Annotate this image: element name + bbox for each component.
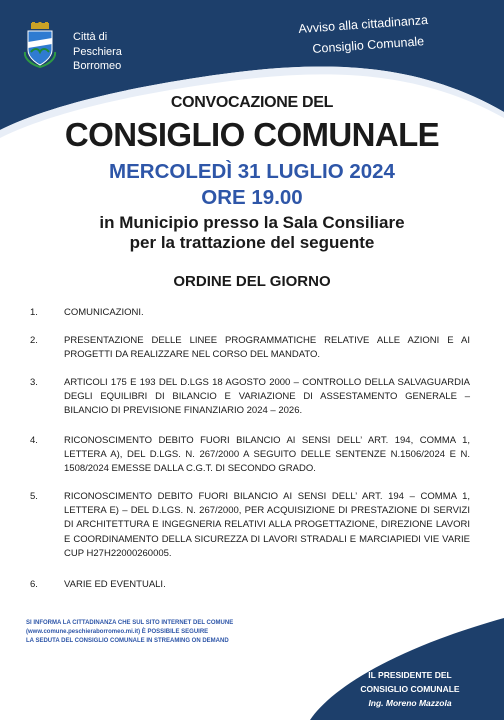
agenda-item-text: RICONOSCIMENTO DEBITO FUORI BILANCIO AI SENSI DELL’ ART. 194 – COMMA 1, LETTERA E) – DEL D.LGS. N. 267/2000, PER ACQUISIZIONE DI PRESTAZIONE DI SERVIZI DI ARCHITETTURA E INGEGNERIA RELATIVI ALLA PROGETTAZIONE, DIREZIONE LAVORI E COORDINAMENTO DELLA SICUREZZA DI LAVORI STRADALI E MARCIAPIEDI VIE VARIE CUP H27H22000260005. xyxy=(64,491,470,559)
agenda-item-number: 4. xyxy=(30,435,38,446)
streaming-note xyxy=(26,619,233,646)
notice-label-secondary: Consiglio Comunale xyxy=(312,34,425,56)
city-line: Peschiera xyxy=(73,45,122,58)
agenda-item-text: ARTICOLI 175 E 193 DEL D.LGS 18 AGOSTO 2000 – CONTROLLO DELLA SALVAGUARDIA DEGLI EQUILIBRI DI BILANCIO E VARIAZIONE DI ASSESTAMENTO GENERALE – BILANCIO DI PREVISIONE FINANZIARIO 2024 – 2026. xyxy=(64,377,470,417)
president-title-line: CONSIGLIO COMUNALE xyxy=(360,684,460,694)
president-name: Ing. Moreno Mazzola xyxy=(368,698,452,708)
streaming-note-line: LA SEDUTA DEL CONSIGLIO COMUNALE IN STREAMING ON DEMAND xyxy=(26,638,229,644)
agenda-item-text: COMUNICAZIONI. xyxy=(64,307,144,318)
meeting-place: in Municipio presso la Sala Consiliare xyxy=(99,213,405,232)
streaming-note-line: (www.comune.peschieraborromeo.mi.it) È POSSIBILE SEGUIRE xyxy=(26,629,209,635)
city-line: Borromeo xyxy=(73,60,122,72)
meeting-purpose: per la trattazione del seguente xyxy=(129,233,375,252)
city-line: Città di xyxy=(73,31,108,43)
agenda-item-number: 1. xyxy=(30,307,38,318)
city-crest-icon xyxy=(22,22,58,68)
meeting-date: MERCOLEDÌ 31 LUGLIO 2024 xyxy=(109,160,395,183)
president-title-line: IL PRESIDENTE DEL xyxy=(368,670,452,680)
agenda-item-text: PRESENTAZIONE DELLE LINEE PROGRAMMATICHE RELATIVE ALLE AZIONI E AI PROGETTI DA REALIZZARE NEL CORSO DEL MANDATO. xyxy=(64,335,470,361)
streaming-note-line: SI INFORMA LA CITTADINANZA CHE SUL SITO INTERNET DEL COMUNE xyxy=(26,620,234,626)
agenda-item-number: 5. xyxy=(30,491,38,502)
council-title: CONSIGLIO COMUNALE xyxy=(64,116,440,153)
agenda-item-text: RICONOSCIMENTO DEBITO FUORI BILANCIO AI SENSI DELL’ ART. 194, COMMA 1, LETTERA A), DEL D.LGS. N. 267/2000 A SEGUITO DELLE SENTENZE N.1506/2024 E N. 1508/2024 EMESSE DALLA C.G.T. DI SECONDO GRADO. xyxy=(64,435,470,475)
agenda-item-number: 3. xyxy=(30,377,38,388)
notice-label: Avviso alla cittadinanza xyxy=(298,12,429,36)
city-name xyxy=(73,30,122,74)
agenda-item-number: 6. xyxy=(30,579,38,590)
agenda-item-number: 2. xyxy=(30,335,38,346)
convocation-heading: CONVOCAZIONE DEL xyxy=(170,94,334,111)
agenda-heading: ORDINE DEL GIORNO xyxy=(173,273,331,290)
meeting-time: ORE 19.00 xyxy=(201,186,303,209)
president-signature xyxy=(330,668,490,710)
agenda-item-text: VARIE ED EVENTUALI. xyxy=(64,579,166,590)
